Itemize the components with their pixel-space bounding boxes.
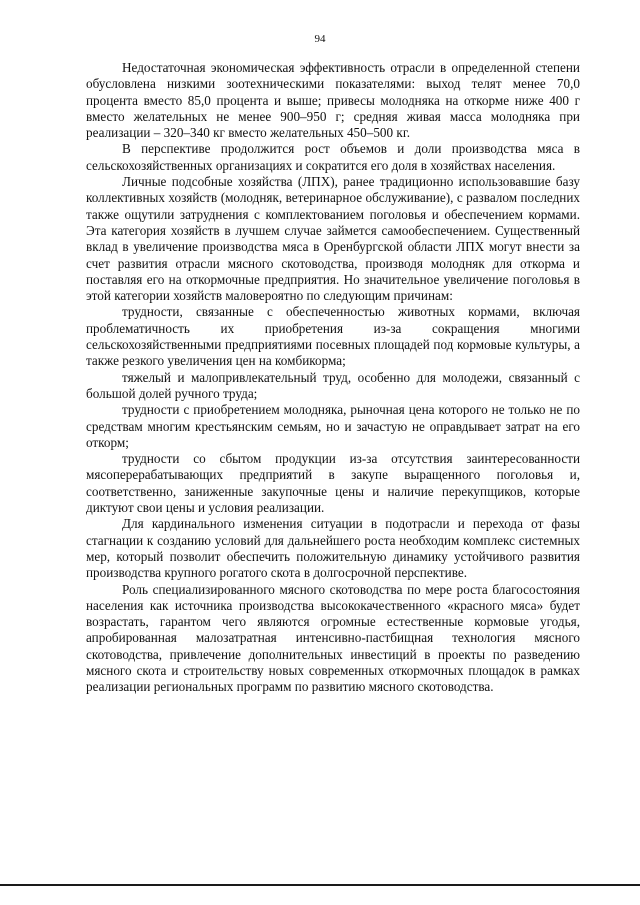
- bottom-divider: [0, 884, 640, 886]
- paragraph-outlook: В перспективе продолжится рост объемов и доли производства мяса в сельскохозяйственных организациях и сократится его доля в хозяйствах населения.: [86, 141, 580, 173]
- paragraph-reason-young-stock: трудности с приобретением молодняка, рыночная цена которого не только не по средствам многим крестьянским семьям, но и зачастую не оправдывает затрат на его откорм;: [86, 402, 580, 450]
- paragraph-beef-cattle-role: Роль специализированного мясного скотоводства по мере роста благосостояния населения как источника производства высококачественного «красного мяса» будет возрастать, гарантом чего являются огромные естественные кормовые угодья, апробированная малозатратная интенсивно-пастбищная технология мясного скотоводства, привлечение дополнительных инвестиций в проекты по разведению мясного скота и строительству новых современных откормочных площадок в рамках реализации региональных программ по развитию мясного скотоводства.: [86, 581, 580, 695]
- paragraph-system-measures: Для кардинального изменения ситуации в подотрасли и перехода от фазы стагнации к созданию условий для дальнейшего роста необходим комплекс системных мер, который позволит обеспечить положительную динамику устойчивого развития производства крупного рогатого скота в долгосрочной перспективе.: [86, 516, 580, 581]
- paragraph-reason-labor: тяжелый и малопривлекательный труд, особенно для молодежи, связанный с большой долей ручного труда;: [86, 369, 580, 401]
- paragraph-household-farms: Личные подсобные хозяйства (ЛПХ), ранее традиционно использовавшие базу коллективных хозяйств (молодняк, ветеринарное обслуживание), с развалом последних также ощутили затруднения с комплектованием поголовья и обеспечением кормами. Эта категория хозяйств в лучшем случае займется самообеспечением. Существенный вклад в увеличение производства мяса в Оренбургской области ЛПХ могут внести за счет развития отрасли мясного скотоводства, производя молодняк для откорма и поставляя его на откормочные предприятия. Но значительное увеличение поголовья в этой категории хозяйств маловероятно по следующим причинам:: [86, 174, 580, 304]
- page-number: 94: [314, 33, 326, 45]
- paragraph-reason-sales: трудности со сбытом продукции из-за отсутствия заинтересованности мясоперерабатывающих предприятий в закупе выращенного поголовья и, соответственно, заниженные закупочные цены и наличие перекупщиков, которые диктуют свои цены и условия реализации.: [86, 451, 580, 516]
- paragraph-reason-feed: трудности, связанные с обеспеченностью животных кормами, включая проблематичность их приобретения из-за сокращения многими сельскохозяйственными предприятиями посевных площадей под кормовые культуры, а также резкого увеличения цен на комбикорма;: [86, 304, 580, 369]
- paragraph-low-efficiency: Недостаточная экономическая эффективность отрасли в определенной степени обусловлена низкими зоотехническими показателями: выход телят менее 70,0 процента вместо 85,0 процента и выше; привесы молодняка на откорме ниже 400 г вместо желательных не менее 900–950 г; средняя живая масса молодняка при реализации – 320–340 кг вместо желательных 450–500 кг.: [86, 60, 580, 141]
- document-body: [86, 60, 580, 696]
